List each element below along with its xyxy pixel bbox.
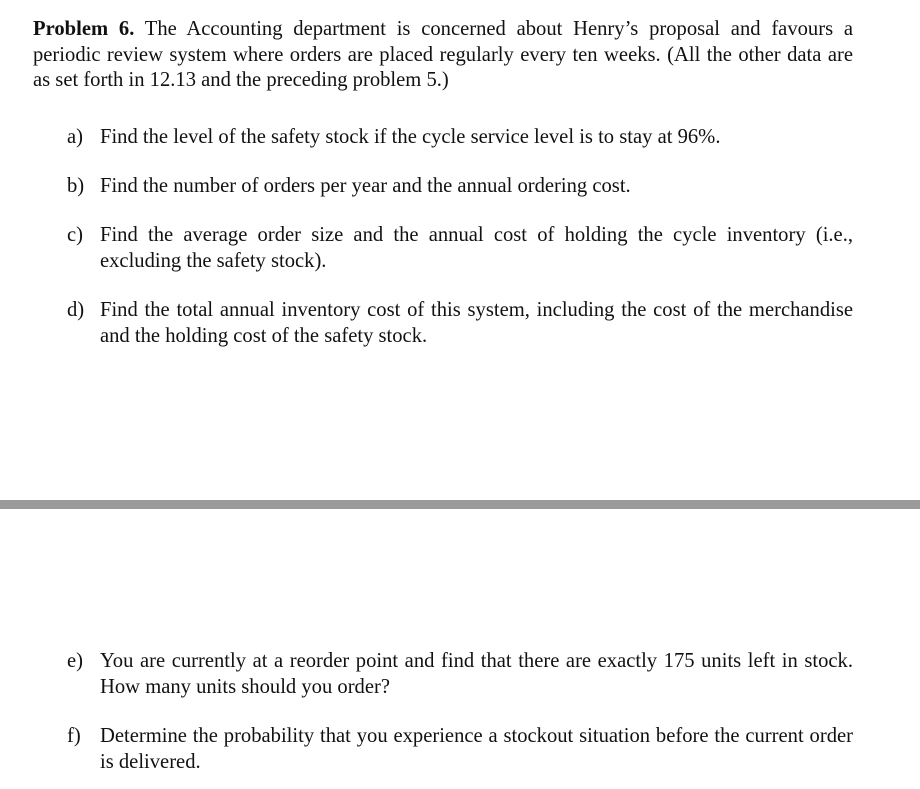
question-b-text: Find the number of orders per year and the annual ordering cost. (100, 175, 631, 197)
question-f-text: Determine the probability that you experience a stockout situation before the current order is delivered. (100, 725, 853, 773)
question-c (67, 223, 853, 274)
question-f-marker: f) (67, 725, 81, 747)
problem-intro-text: The Accounting department is concerned about Henry’s proposal and favours a periodic review system where orders are placed regularly every ten weeks. (All the other data are as set forth in 12.13 and the preceding problem 5.) (33, 18, 853, 91)
problem-heading: Problem 6. (33, 18, 135, 40)
question-b (67, 174, 853, 200)
question-a-text: Find the level of the safety stock if the cycle service level is to stay at 96%. (100, 126, 721, 148)
question-e-marker: e) (67, 650, 83, 672)
question-e-text: You are currently at a reorder point and find that there are exactly 175 units left in stock. How many units should you order? (100, 650, 853, 698)
question-a-marker: a) (67, 126, 83, 148)
question-f (67, 724, 853, 775)
question-d-marker: d) (67, 299, 85, 321)
question-c-marker: c) (67, 224, 83, 246)
question-d-text: Find the total annual inventory cost of this system, including the cost of the merchandise and the holding cost of the safety stock. (100, 299, 853, 347)
problem-intro (33, 17, 853, 94)
page-bottom-section (0, 510, 920, 789)
question-d (67, 298, 853, 349)
page-divider (0, 500, 920, 509)
question-b-marker: b) (67, 175, 85, 197)
question-a (67, 125, 853, 151)
question-c-text: Find the average order size and the annual cost of holding the cycle inventory (i.e., excluding the safety stock). (100, 224, 853, 272)
question-e (67, 649, 853, 700)
